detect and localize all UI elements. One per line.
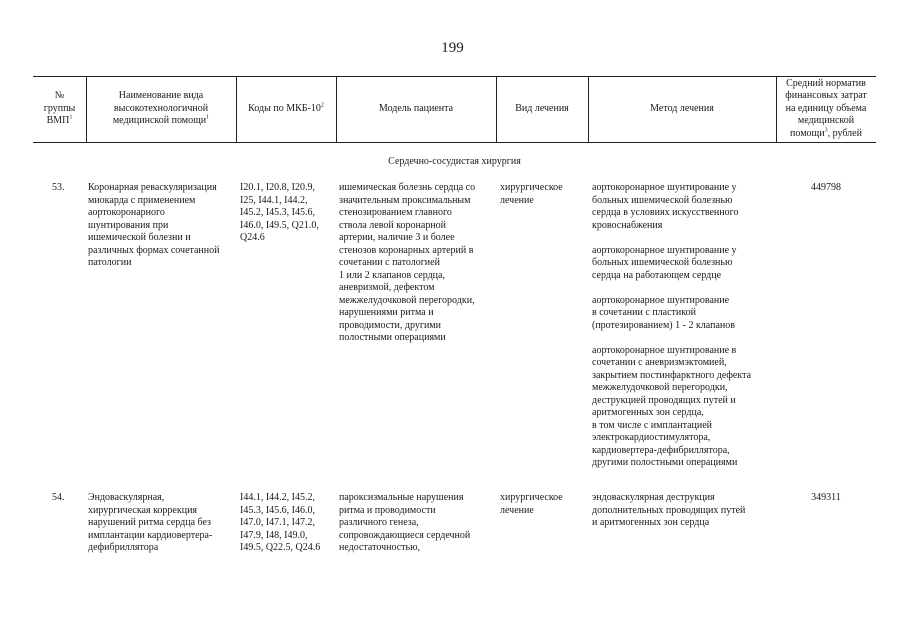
row-53-number: 53.: [52, 182, 65, 193]
row-53-icd-codes: I20.1, I20.8, I20.9, I25, I44.1, I44.2, I45.2, I45.3, I45.6, I46.0, I49.5, Q21.0, Q24.6: [240, 182, 319, 243]
row-53-care-name: Коронарная реваскуляризация миокарда с применением аортокоронарного шунтирования при ишемической болезни и различных формах сочетанной патологии: [88, 182, 220, 268]
section-title: Сердечно-сосудистая хирургия: [388, 156, 521, 167]
header-care-name: Наименование вида высокотехнологичной медицинской помощи$^1$: [112, 90, 210, 127]
row-53-treatment-methods: аортокоронарное шунтирование у больных ишемической болезнью сердца в условиях искусственного кровоснабжения аортокоронарное шунтирование у больных ишемической болезнью сердца на работающем сердце аортокоронарное шунтирование в сочетании с пластикой (протезированием) 1 - 2 клапанов аортокоронарное шунтирование в сочетании с аневризмэктомией, закрытием постинфарктного дефекта межжелудочковой перегородки, деструкцией проводящих путей и аритмогенных зон сердца, в том числе с имплантацией электрокардиостимулятора, кардиовертера-дефибриллятора, другими полостными операциями: [592, 182, 752, 468]
row-53-cost: 449798: [811, 182, 841, 193]
header-bottom-rule: [33, 142, 876, 143]
row-54-icd-codes: I44.1, I44.2, I45.2, I45.3, I45.6, I46.0, I47.0, I47.1, I47.2, I47.9, I48, I49.0, I49.5, Q22.5, Q24.6: [240, 492, 321, 553]
header-treatment-method: Метод лечения: [650, 102, 714, 114]
header-treatment-type: Вид лечения: [515, 102, 569, 114]
row-53-patient-model: ишемическая болезнь сердца со значительным проксимальным стенозированием главного ствола левой коронарной артерии, наличие 3 и более стенозов коронарных артерий в сочетании с патологией 1 или 2 клапанов сердца, аневризмой, дефектом межжелудочковой перегородки, нарушениями ритма и проводимости, другими полостными операциями: [339, 182, 476, 343]
row-54-cost: 349311: [811, 492, 841, 503]
header-group-no: № группы ВМП$^1$: [43, 90, 76, 127]
row-54-patient-model: пароксизмальные нарушения ритма и проводимости различного генеза, сопровождающиеся сердечной недостаточностью,: [339, 492, 471, 553]
row-53-treatment-type: хирургическое лечение: [500, 182, 563, 206]
header-patient-model: Модель пациента: [378, 102, 454, 114]
row-54-treatment-type: хирургическое лечение: [500, 492, 563, 516]
header-cost-norm: Средний норматив финансовых затрат на единицу объема медицинской помощи$^3$, рублей: [785, 77, 867, 139]
page-number: 199: [441, 40, 464, 56]
row-54-number: 54.: [52, 492, 65, 503]
row-54-treatment-methods: эндоваскулярная деструкция дополнительных проводящих путей и аритмогенных зон сердца: [592, 492, 746, 528]
header-icd-codes: Коды по МКБ-$10^2$: [248, 102, 324, 114]
row-54-care-name: Эндоваскулярная, хирургическая коррекция нарушений ритма сердца без имплантации кардиовертера- дефибриллятора: [88, 492, 213, 553]
